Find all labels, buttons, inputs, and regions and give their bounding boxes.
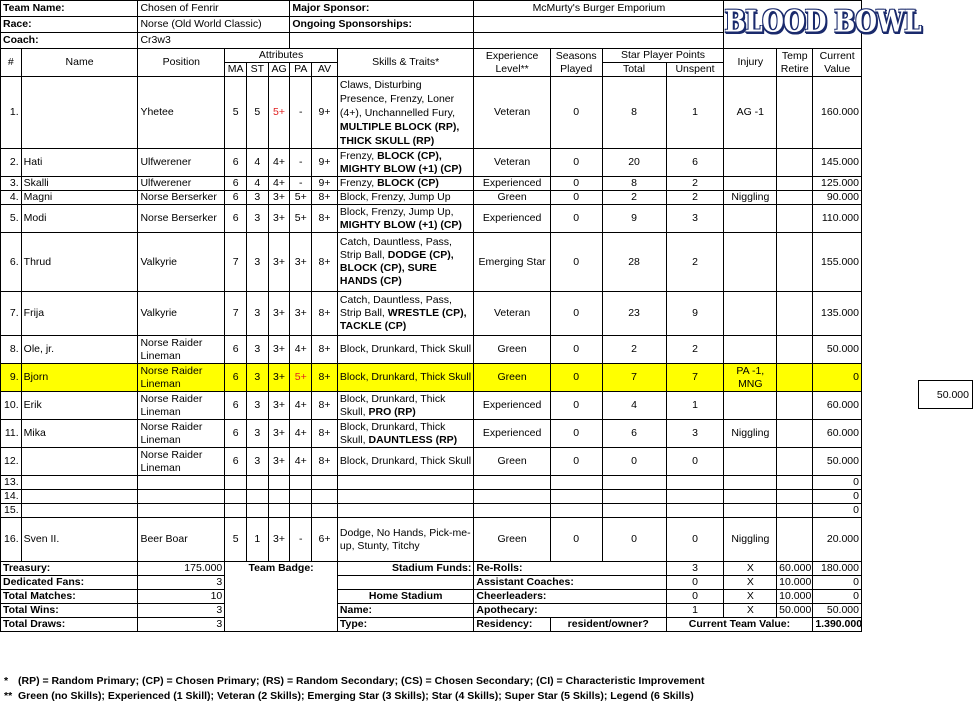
col-av: AV xyxy=(312,63,338,77)
skills-cell[interactable]: Catch, Dauntless, Pass, Strip Ball, DODGE (CP), BLOCK (CP), SURE HANDS (CP) xyxy=(337,233,473,292)
blank-cell xyxy=(474,33,724,49)
table-row[interactable]: 11. Mika Norse Raider Lineman 6 3 3+ 4+ 8+ Block, Drunkard, Thick Skull, DAUNTLESS (RP) Experienced 0 6 3 Niggling 60.000 xyxy=(1,420,862,448)
table-row[interactable]: 15. 0 xyxy=(1,504,862,518)
total-matches-value[interactable]: 10 xyxy=(138,590,225,604)
table-row[interactable]: 8. Ole, jr. Norse Raider Lineman 6 3 3+ 4+ 8+ Block, Drunkard, Thick Skull Green 0 2 2 50.000 xyxy=(1,336,862,364)
skills-cell[interactable]: Block, Drunkard, Thick Skull, PRO (RP) xyxy=(337,392,473,420)
total-draws-label: Total Draws: xyxy=(1,618,138,632)
ongoing-sponsorships-value[interactable] xyxy=(474,17,724,33)
col-ma: MA xyxy=(225,63,247,77)
total-matches-label: Total Matches: xyxy=(1,590,138,604)
stadium-name-label: Name: xyxy=(337,604,473,618)
col-attributes: Attributes xyxy=(225,49,338,63)
stadium-funds-label: Stadium Funds: xyxy=(337,562,473,576)
col-pa: PA xyxy=(290,63,312,77)
apothecary-label: Apothecary: xyxy=(474,604,666,618)
col-spp: Star Player Points xyxy=(602,49,724,63)
col-experience: Experience Level** xyxy=(474,49,550,77)
table-row-highlighted[interactable]: 9. Bjorn Norse Raider Lineman 6 3 3+ 5+ 8+ Block, Drunkard, Thick Skull Green 0 7 7 PA -1, MNG 0 xyxy=(1,364,862,392)
stadium-type-label: Type: xyxy=(337,618,473,632)
col-spp-total: Total xyxy=(602,63,666,77)
team-name-value[interactable]: Chosen of Fenrir xyxy=(138,1,290,17)
table-row[interactable]: 5. Modi Norse Berserker 6 3 3+ 5+ 8+ Block, Frenzy, Jump Up, MIGHTY BLOW (+1) (CP) Experienced 0 9 3 110.000 xyxy=(1,205,862,233)
major-sponsor-value[interactable]: McMurty's Burger Emporium xyxy=(474,1,724,17)
skills-cell[interactable]: Dodge, No Hands, Pick-me-up, Stunty, Titchy xyxy=(337,518,473,562)
footnote-skills: * (RP) = Random Primary; (CP) = Chosen Primary; (RS) = Random Secondary; (CS) = Chosen Secondary; (CI) = Characteristic Improvement xyxy=(4,675,705,687)
current-team-value: 1.390.000 xyxy=(813,618,862,632)
current-team-value-label: Current Team Value: xyxy=(666,618,813,632)
dedicated-fans-label: Dedicated Fans: xyxy=(1,576,138,590)
col-temp-retire: Temp Retire xyxy=(777,49,813,77)
total-draws-value[interactable]: 3 xyxy=(138,618,225,632)
major-sponsor-label: Major Sponsor: xyxy=(290,1,474,17)
side-value-cell[interactable]: 50.000 xyxy=(918,380,973,409)
skills-cell[interactable]: Block, Drunkard, Thick Skull, DAUNTLESS (RP) xyxy=(337,420,473,448)
cheerleaders-label: Cheerleaders: xyxy=(474,590,666,604)
table-row[interactable]: 7. Frija Valkyrie 7 3 3+ 3+ 8+ Catch, Dauntless, Pass, Strip Ball, WRESTLE (CP), TACKLE (CP) Veteran 0 23 9 135.000 xyxy=(1,292,862,336)
table-row[interactable]: 3. Skalli Ulfwerener 6 4 4+ - 9+ Frenzy, BLOCK (CP) Experienced 0 8 2 125.000 xyxy=(1,177,862,191)
rerolls-label: Re-Rolls: xyxy=(474,562,666,576)
table-row[interactable]: 16. Sven II. Beer Boar 5 1 3+ - 6+ Dodge, No Hands, Pick-me-up, Stunty, Titchy Green 0 0 0 Niggling 20.000 xyxy=(1,518,862,562)
coach-value[interactable]: Cr3w3 xyxy=(138,33,290,49)
col-injury: Injury xyxy=(724,49,777,77)
total-wins-value[interactable]: 3 xyxy=(138,604,225,618)
col-ag: AG xyxy=(268,63,290,77)
team-badge-label: Team Badge: xyxy=(225,562,338,576)
home-stadium-label: Home Stadium xyxy=(337,590,473,604)
race-label: Race: xyxy=(1,17,138,33)
blood-bowl-logo: BLOOD BOWL xyxy=(724,1,862,49)
col-st: ST xyxy=(246,63,268,77)
table-row[interactable]: 1. Yhetee 5 5 5+ - 9+ Claws, Disturbing Presence, Frenzy, Loner (4+), Unchannelled Fury, MULTIPLE BLOCK (RP), THICK SKULL (RP) Veteran 0 8 1 AG -1 160.000 xyxy=(1,77,862,149)
team-roster-sheet: Team Name: Chosen of Fenrir Major Sponsor: McMurty's Burger Emporium BLOOD BOWL Race: Norse (Old World Classic) Ongoing Sponsorships: Coach: Cr3w3 # Name Position Attributes Skills & Traits* Experience Level** Seasons Played Star Player Points Injury Temp Retire Current Value MA ST AG PA AV Total Unspent 1. Yhetee 5 5 5+ - 9+ Claws, Disturbing Presence, Frenzy, Loner (4+), Unchannelled Fury, MULTIPLE BLOCK (RP), THICK SKULL (RP) Veteran 0 8 1 AG -1 160.000 2. Hati Ulfwerener 6 4 4+ - 9+ Frenzy, BLOCK (CP), MIGHTY BLOW (+1) (CP) Veteran 0 20 6 145.000 3. Skalli Ulfwerener 6 4 4+ - 9+ Frenzy, BLOCK (CP) Experienced 0 8 2 125.000 4. Magni Norse Berserker 6 3 3+ 5+ 8+ Block, Frenzy, Jump Up Green 0 2 2 Niggling 90.000 5. Modi Norse Berserker 6 3 3+ 5+ 8+ Block, Frenzy, Jump Up, MIGHTY BLOW (+1) (CP) Experienced 0 9 3 110.000 6. Thrud Valkyrie 7 3 3+ 3+ 8+ Catch, Dauntless, Pass, Strip Ball, DODGE (CP), BLOCK (CP), SURE HANDS (CP) Emerging Star 0 28 2 155.000 7. Frija Valkyrie 7 3 3+ 3+ 8+ Catch, Dauntless, Pass, Strip Ball, WRESTLE (CP), TACKLE (CP) Veteran 0 23 9 135.000 8. Ole, jr. Norse Raider Lineman 6 3 3+ 4+ 8+ Block, Drunkard, Thick Skull Green 0 2 2 50.000 9. Bjorn Norse Raider Lineman 6 3 3+ 5+ 8+ Block, Drunkard, Thick Skull Green 0 7 7 PA -1, MNG 0 10. Erik Norse Raider Lineman 6 3 3+ 4+ 8+ Block, Drunkard, Thick Skull, PRO (RP) Experienced 0 4 1 60.000 11. Mika Norse Raider Lineman 6 3 3+ 4+ 8+ Block, Drunkard, Thick Skull, DAUNTLESS (RP) Experienced 0 6 3 Niggling 60.000 12. Norse Raider Lineman 6 3 3+ 4+ 8+ Block, Drunkard, Thick Skull Green 0 0 0 50.000 13. 0 14. 0 15. 0 16. Sven II. Beer Boar 5 1 3+ - 6+ Dodge, No Hands, Pick-me-up, Stunty, Titchy Green 0 0 0 Niggling 20.000 Treasury: 175.000 Team Badge: Stadium Funds: Re-Rolls: 3 X 60.000 180.000 Dedicated Fans: 3 Assistant Coaches: 0 X 10.000 0 Total Matches: 10 Home Stadium Cheerleaders: 0 X 10.000 0 Total Wins: 3 Name: Apothecary: 1 X 50.000 50.000 Total Draws: 3 Type: Residency: resident/owner? Current Team Value: 1.390.000 xyxy=(0,0,862,632)
skills-cell[interactable]: Claws, Disturbing Presence, Frenzy, Loner (4+), Unchannelled Fury, MULTIPLE BLOCK (RP), THICK SKULL (RP) xyxy=(337,77,473,149)
table-row[interactable]: 12. Norse Raider Lineman 6 3 3+ 4+ 8+ Block, Drunkard, Thick Skull Green 0 0 0 50.000 xyxy=(1,448,862,476)
residency-label: Residency: xyxy=(474,618,550,632)
treasury-label: Treasury: xyxy=(1,562,138,576)
skills-cell[interactable]: Block, Frenzy, Jump Up, MIGHTY BLOW (+1) (CP) xyxy=(337,205,473,233)
col-position: Position xyxy=(138,49,225,77)
table-row[interactable]: 14. 0 xyxy=(1,490,862,504)
col-spp-unspent: Unspent xyxy=(666,63,724,77)
col-name: Name xyxy=(21,49,138,77)
table-row[interactable]: 10. Erik Norse Raider Lineman 6 3 3+ 4+ 8+ Block, Drunkard, Thick Skull, PRO (RP) Experienced 0 4 1 60.000 xyxy=(1,392,862,420)
table-row[interactable]: 6. Thrud Valkyrie 7 3 3+ 3+ 8+ Catch, Dauntless, Pass, Strip Ball, DODGE (CP), BLOCK (CP), SURE HANDS (CP) Emerging Star 0 28 2 155.000 xyxy=(1,233,862,292)
table-row[interactable]: 2. Hati Ulfwerener 6 4 4+ - 9+ Frenzy, BLOCK (CP), MIGHTY BLOW (+1) (CP) Veteran 0 20 6 145.000 xyxy=(1,149,862,177)
blank-cell xyxy=(290,33,474,49)
dedicated-fans-value[interactable]: 3 xyxy=(138,576,225,590)
table-row[interactable]: 13. 0 xyxy=(1,476,862,490)
table-row[interactable]: 4. Magni Norse Berserker 6 3 3+ 5+ 8+ Block, Frenzy, Jump Up Green 0 2 2 Niggling 90.000 xyxy=(1,191,862,205)
coach-label: Coach: xyxy=(1,33,138,49)
col-num: # xyxy=(1,49,22,77)
skills-cell[interactable]: Frenzy, BLOCK (CP) xyxy=(337,177,473,191)
footnote-experience: ** Green (no Skills); Experienced (1 Skill); Veteran (2 Skills); Emerging Star (3 Skills); Star (4 Skills); Super Star (5 Skills); Legend (6 Skills) xyxy=(4,690,694,702)
skills-cell[interactable]: Block, Drunkard, Thick Skull xyxy=(337,448,473,476)
total-wins-label: Total Wins: xyxy=(1,604,138,618)
team-name-label: Team Name: xyxy=(1,1,138,17)
skills-cell[interactable]: Catch, Dauntless, Pass, Strip Ball, WRESTLE (CP), TACKLE (CP) xyxy=(337,292,473,336)
skills-cell[interactable]: Frenzy, BLOCK (CP), MIGHTY BLOW (+1) (CP) xyxy=(337,149,473,177)
col-current-value: Current Value xyxy=(813,49,862,77)
col-skills: Skills & Traits* xyxy=(337,49,473,77)
ongoing-sponsorships-label: Ongoing Sponsorships: xyxy=(290,17,474,33)
treasury-value[interactable]: 175.000 xyxy=(138,562,225,576)
skills-cell[interactable]: Block, Drunkard, Thick Skull xyxy=(337,336,473,364)
race-value[interactable]: Norse (Old World Classic) xyxy=(138,17,290,33)
skills-cell[interactable]: Block, Frenzy, Jump Up xyxy=(337,191,473,205)
col-seasons: Seasons Played xyxy=(550,49,602,77)
assistant-coaches-label: Assistant Coaches: xyxy=(474,576,666,590)
skills-cell[interactable]: Block, Drunkard, Thick Skull xyxy=(337,364,473,392)
team-badge-area[interactable] xyxy=(225,576,338,632)
residency-value[interactable]: resident/owner? xyxy=(550,618,666,632)
